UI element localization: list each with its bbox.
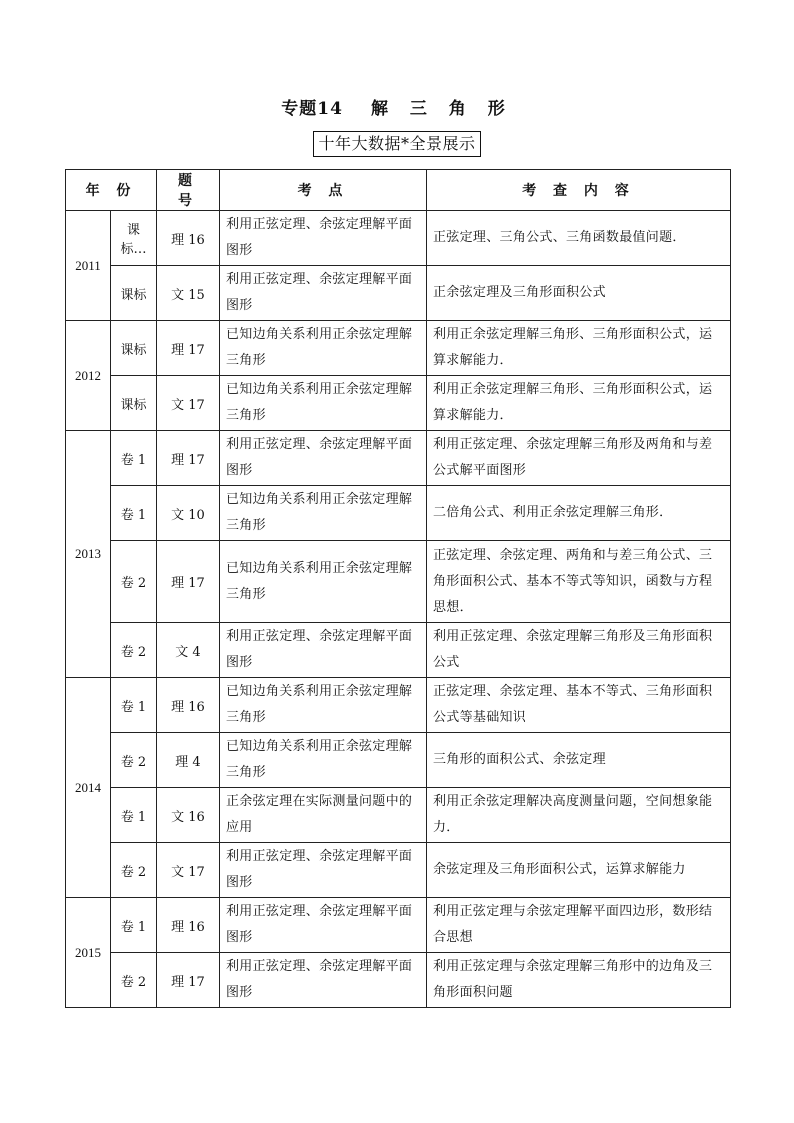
content-cell: 利用正弦定理与余弦定理解三角形中的边角及三角形面积问题 — [427, 953, 731, 1008]
question-cell: 理 17 — [157, 541, 220, 623]
section-subtitle: 十年大数据*全景展示 — [313, 131, 480, 157]
year-cell: 2014 — [66, 678, 111, 898]
point-cell: 已知边角关系利用正余弦定理解三角形 — [220, 733, 427, 788]
table-row — [66, 788, 731, 843]
column-header-point: 考 点 — [220, 170, 427, 211]
content-cell: 利用正弦定理、余弦定理解三角形及三角形面积公式 — [427, 623, 731, 678]
question-cell: 文 17 — [157, 376, 220, 431]
table-row — [66, 376, 731, 431]
point-cell: 利用正弦定理、余弦定理解平面图形 — [220, 431, 427, 486]
content-cell: 余弦定理及三角形面积公式，运算求解能力 — [427, 843, 731, 898]
point-cell: 利用正弦定理、余弦定理解平面图形 — [220, 266, 427, 321]
question-cell: 文 4 — [157, 623, 220, 678]
question-cell: 文 17 — [157, 843, 220, 898]
exam-cell: 卷 2 — [111, 733, 157, 788]
question-cell: 理 17 — [157, 953, 220, 1008]
table-row — [66, 733, 731, 788]
exam-cell: 卷 1 — [111, 486, 157, 541]
column-header-content: 考 查 内 容 — [427, 170, 731, 211]
column-header-year: 年 份 — [66, 170, 157, 211]
year-cell: 2015 — [66, 898, 111, 1008]
content-cell: 三角形的面积公式、余弦定理 — [427, 733, 731, 788]
question-cell: 理 17 — [157, 321, 220, 376]
exam-history-table — [65, 169, 731, 1008]
column-header-question: 题 号 — [157, 170, 220, 211]
content-cell: 二倍角公式、利用正余弦定理解三角形． — [427, 486, 731, 541]
table-row — [66, 431, 731, 486]
question-cell: 理 16 — [157, 211, 220, 266]
content-cell: 利用正余弦定理解三角形、三角形面积公式，运算求解能力． — [427, 321, 731, 376]
content-cell: 正弦定理、余弦定理、基本不等式、三角形面积公式等基础知识 — [427, 678, 731, 733]
exam-cell: 卷 2 — [111, 843, 157, 898]
point-cell: 利用正弦定理、余弦定理解平面图形 — [220, 953, 427, 1008]
year-cell: 2011 — [66, 211, 111, 321]
topic-number: 专题14 — [281, 99, 343, 119]
table-row — [66, 486, 731, 541]
point-cell: 已知边角关系利用正余弦定理解三角形 — [220, 376, 427, 431]
table-row — [66, 321, 731, 376]
exam-cell: 卷 2 — [111, 953, 157, 1008]
topic-name: 解 三 角 形 — [370, 99, 513, 119]
question-cell: 理 17 — [157, 431, 220, 486]
exam-cell: 课标 — [111, 376, 157, 431]
table-row — [66, 266, 731, 321]
point-cell: 已知边角关系利用正余弦定理解三角形 — [220, 678, 427, 733]
year-cell: 2012 — [66, 321, 111, 431]
document-title — [0, 94, 794, 119]
table-header-row — [66, 170, 731, 211]
content-cell: 利用正余弦定理解决高度测量问题，空间想象能力． — [427, 788, 731, 843]
point-cell: 利用正弦定理、余弦定理解平面图形 — [220, 211, 427, 266]
point-cell: 利用正弦定理、余弦定理解平面图形 — [220, 898, 427, 953]
exam-cell: 课标 — [111, 266, 157, 321]
table-row — [66, 623, 731, 678]
content-cell: 正弦定理、余弦定理、两角和与差三角公式、三角形面积公式、基本不等式等知识，函数与方程思想． — [427, 541, 731, 623]
question-cell: 理 16 — [157, 898, 220, 953]
point-cell: 已知边角关系利用正余弦定理解三角形 — [220, 541, 427, 623]
exam-cell: 卷 1 — [111, 788, 157, 843]
point-cell: 利用正弦定理、余弦定理解平面图形 — [220, 623, 427, 678]
exam-cell: 课标… — [111, 211, 157, 266]
table-row — [66, 953, 731, 1008]
question-cell: 文 16 — [157, 788, 220, 843]
exam-cell: 卷 2 — [111, 541, 157, 623]
table-row — [66, 678, 731, 733]
exam-cell: 卷 2 — [111, 623, 157, 678]
exam-cell: 卷 1 — [111, 678, 157, 733]
content-cell: 利用正余弦定理解三角形、三角形面积公式，运算求解能力． — [427, 376, 731, 431]
exam-cell: 课标 — [111, 321, 157, 376]
table-row — [66, 211, 731, 266]
exam-cell: 卷 1 — [111, 431, 157, 486]
content-cell: 利用正弦定理、余弦定理解三角形及两角和与差公式解平面图形 — [427, 431, 731, 486]
question-cell: 文 10 — [157, 486, 220, 541]
content-cell: 利用正弦定理与余弦定理解平面四边形，数形结合思想 — [427, 898, 731, 953]
content-cell: 正弦定理、三角公式、三角函数最值问题． — [427, 211, 731, 266]
point-cell: 已知边角关系利用正余弦定理解三角形 — [220, 486, 427, 541]
content-cell: 正余弦定理及三角形面积公式 — [427, 266, 731, 321]
point-cell: 利用正弦定理、余弦定理解平面图形 — [220, 843, 427, 898]
table-row — [66, 541, 731, 623]
table-row — [66, 843, 731, 898]
question-cell: 理 4 — [157, 733, 220, 788]
question-cell: 理 16 — [157, 678, 220, 733]
question-cell: 文 15 — [157, 266, 220, 321]
exam-cell: 卷 1 — [111, 898, 157, 953]
year-cell: 2013 — [66, 431, 111, 678]
point-cell: 已知边角关系利用正余弦定理解三角形 — [220, 321, 427, 376]
table-row — [66, 898, 731, 953]
point-cell: 正余弦定理在实际测量问题中的应用 — [220, 788, 427, 843]
